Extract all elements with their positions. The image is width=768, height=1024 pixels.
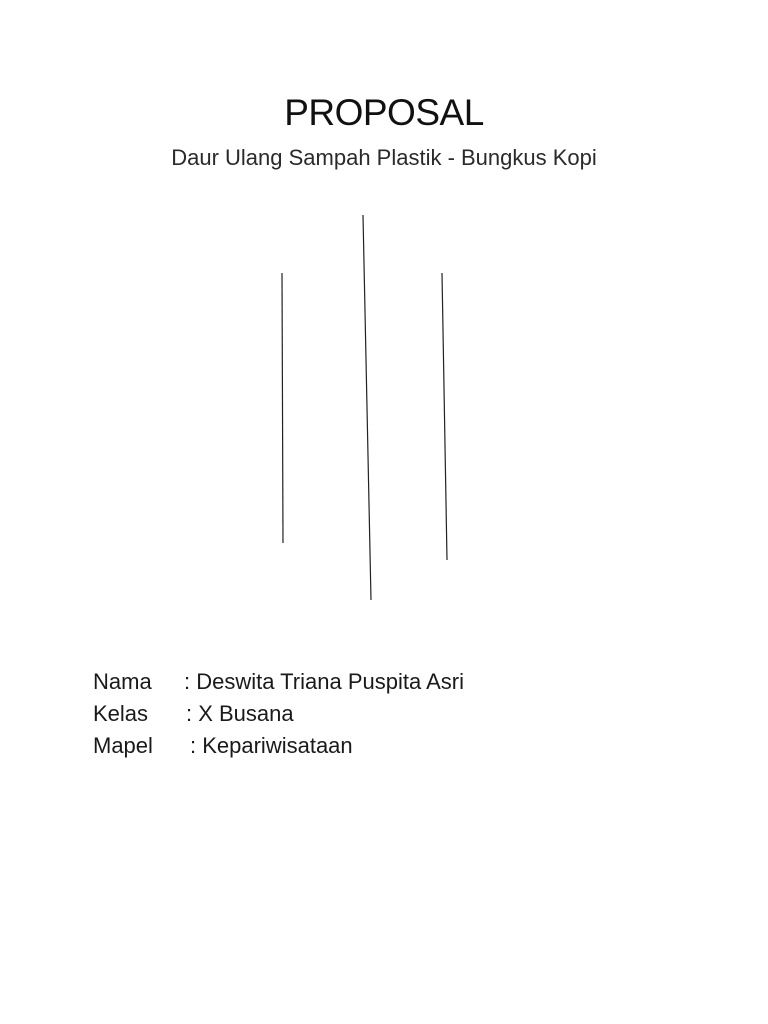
info-value-kelas: : X Busana [186, 701, 294, 726]
decorative-line-left [282, 273, 283, 543]
info-value-nama: : Deswita Triana Puspita Asri [184, 669, 465, 694]
info-row-kelas [93, 698, 464, 730]
page-title: PROPOSAL [284, 92, 484, 133]
page-subtitle: Daur Ulang Sampah Plastik - Bungkus Kopi [171, 145, 597, 170]
info-label-kelas: Kelas [93, 701, 149, 726]
info-row-mapel [93, 730, 464, 762]
decorative-line-right [442, 273, 447, 560]
student-info [93, 666, 464, 762]
info-label-nama: Nama [93, 669, 152, 694]
info-row-nama [93, 666, 464, 698]
decorative-line-center [363, 215, 371, 600]
info-label-mapel: Mapel [93, 733, 153, 758]
info-value-mapel: : Kepariwisataan [190, 733, 353, 758]
